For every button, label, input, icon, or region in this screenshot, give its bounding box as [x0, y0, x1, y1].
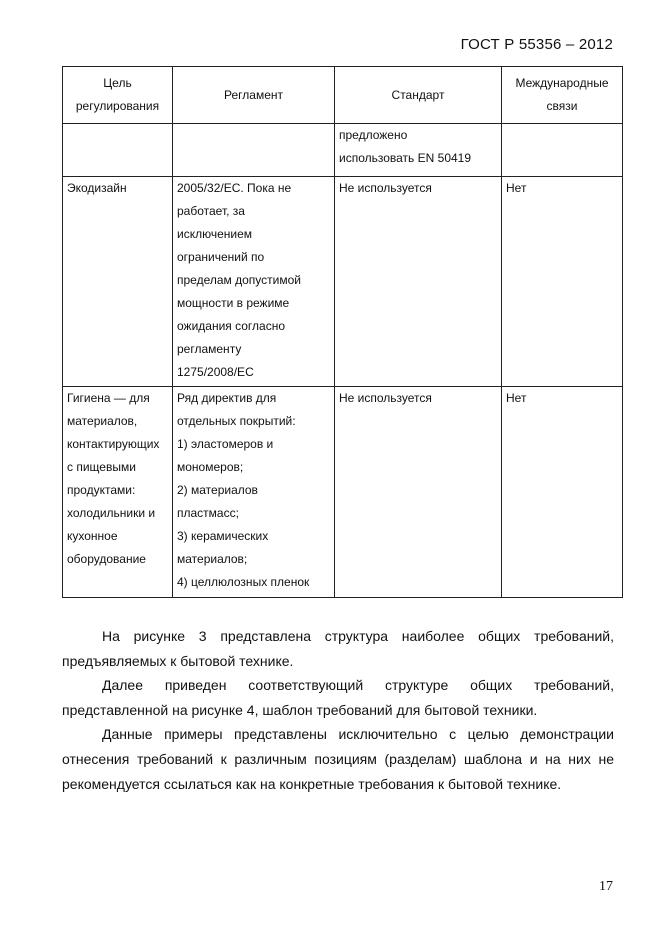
paragraph: На рисунке 3 представлена структура наиболее общих требований, предъявляемых к бытовой технике. [62, 628, 614, 669]
paragraph: Данные примеры представлены исключительно с целью демонстрации отнесения требований к различным позициям (разделам) шаблона и на них не рекомендуется ссылаться как на конкретные требования к бытовой технике. [62, 726, 614, 792]
paragraph: Далее приведен соответствующий структуре общих требований, представленной на рисунке 4, шаблон требований для бытовой техники. [62, 677, 614, 718]
cell-goal: Гигиена — для материалов, контактирующих с пищевыми продуктами: холодильники и кухонное оборудование [63, 387, 173, 598]
table-row [63, 124, 623, 177]
body-text [62, 624, 614, 796]
cell-regulation: Ряд директив для отдельных покрытий: 1) эластомеров и мономеров; 2) материалов пластмасс; 3) керамических материалов; 4) целлюлозных пленок [173, 387, 335, 598]
table-row [63, 387, 623, 598]
cell-regulation: 2005/32/ЕС. Пока не работает, за исключением ограничений по пределам допустимой мощности в режиме ожидания согласно регламенту 1275/2008/ЕС [173, 177, 335, 387]
cell-standard: Не используется [335, 177, 502, 387]
cell-regulation [173, 124, 335, 177]
column-header-standard: Стандарт [335, 67, 502, 124]
cell-standard: предложено использовать EN 50419 [335, 124, 502, 177]
cell-goal [63, 124, 173, 177]
cell-standard: Не используется [335, 387, 502, 598]
table-header-row [63, 67, 623, 124]
cell-goal: Экодизайн [63, 177, 173, 387]
column-header-regulation: Регламент [173, 67, 335, 124]
cell-international [502, 124, 623, 177]
cell-international: Нет [502, 177, 623, 387]
table-row [63, 177, 623, 387]
column-header-goal: Цель регулирования [63, 67, 173, 124]
column-header-international: Международные связи [502, 67, 623, 124]
page-number: 17 [599, 879, 613, 894]
regulation-table [62, 66, 623, 598]
document-standard-code: ГОСТ Р 55356 – 2012 [460, 36, 613, 53]
cell-international: Нет [502, 387, 623, 598]
